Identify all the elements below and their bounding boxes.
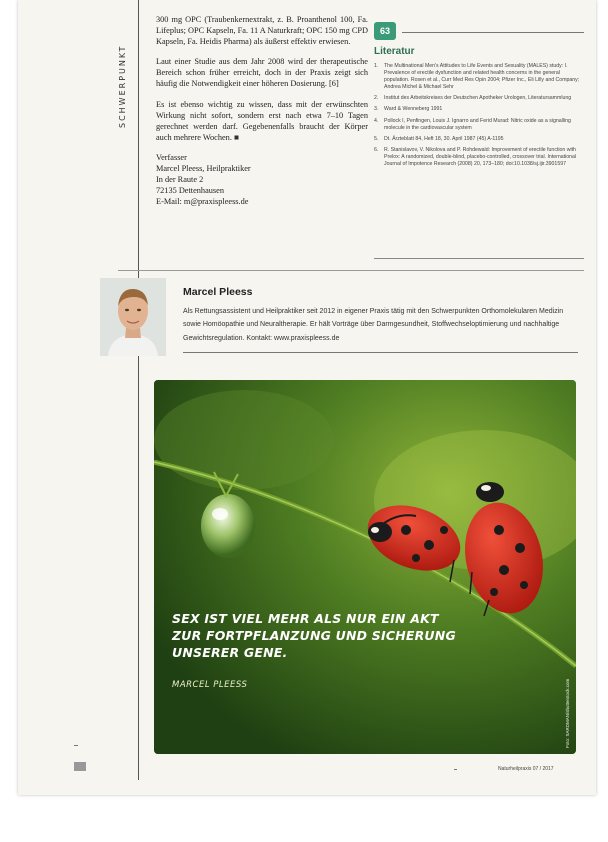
literature-item	[374, 95, 584, 102]
paragraph: Laut einer Studie aus dem Jahr 2008 wird der therapeutische Bereich schon früher erreicht, doch in der Praxis zeigt sich häufig die Notwendigkeit einer höheren Dosierung. [6]	[156, 57, 368, 89]
article-text-column	[156, 14, 368, 207]
literature-num: 1.	[374, 63, 379, 69]
section-divider	[118, 270, 584, 271]
photo-credit: Foto: SARDMAN/shutterstock.com	[565, 678, 570, 748]
paragraph	[156, 99, 368, 143]
paragraph-text: Es ist ebenso wichtig zu wissen, dass mit der erwünschten Wirkung nicht sofort, sondern erst nach etwa 7–10 Tagen gerechnet werden darf. Gegebenenfalls braucht der Körper auch mehrere Wochen.	[156, 99, 368, 142]
literature-text: Ward & Wenneberg 1991	[384, 106, 443, 113]
end-mark-icon: ■	[233, 132, 239, 142]
literature-item	[374, 63, 584, 91]
author-email[interactable]: E-Mail: m@praxispleess.de	[156, 196, 249, 206]
literature-list	[374, 63, 584, 168]
literature-text: R. Stanislavov, V. Nikolova and P. Rohdewald: Improvement of erectile function with Prelox: A randomized, double-blind, placebo-controlled, crossover trial. International Journal of Impotence Research (2008) 20, 173–180; doi:10.1038/sj.ijir.3901597	[384, 146, 577, 168]
author-line: 72135 Dettenhausen	[156, 185, 224, 195]
literature-icon: 63	[374, 22, 396, 40]
literature-text: The Multinational Men's Attitudes to Life Events and Sexuality (MALES) study: I. Prevalence of erectile dysfunction and related health concerns in the general population. Rosen et al., Curr Med Res Opin 2004; Pfizer Inc., Eli Lilly and Company; Andrea Michel & Michael Sehr	[384, 63, 580, 91]
bio-name: Marcel Pleess	[183, 286, 253, 298]
footer-journal: Naturheilpraxis 07 / 2017	[498, 766, 554, 772]
quote-image	[154, 380, 576, 754]
author-block	[156, 152, 368, 207]
literature-num: 6.	[374, 146, 379, 153]
footer-mark	[454, 769, 457, 770]
bio-rule	[183, 352, 578, 353]
literature-num: 2.	[374, 95, 379, 102]
literature-num: 4.	[374, 117, 379, 124]
page-number-box	[74, 762, 86, 771]
section-label: SCHWERPUNKT	[118, 44, 127, 128]
literature-num: 3.	[374, 106, 379, 113]
author-photo	[100, 278, 166, 356]
literature-num: 5.	[374, 135, 379, 142]
author-line: In der Raute 2	[156, 174, 204, 184]
literature-text: Pollock I, Penfingen, Louis J. Ignarro and Ferid Murad: Nitric oxide as a signalling molecule in the cardiovascular system	[384, 117, 571, 131]
literature-text: Institut des Arbeitskreises der Deutschen Apotheker Urologen, Literatursammlung	[384, 95, 572, 102]
quote-author: MARCEL PLEESS	[172, 680, 248, 690]
bio-text: Als Rettungsassistent und Heilpraktiker seit 2012 in eigener Praxis tätig mit den Schwerpunkten Orthomolekularen Medizin sowie Homöopathie und Neuraltherapie. Er hält Vorträge über Darmgesundheit, Stoffwechseloptimierung und nachhaltige Gewichtsregulation. Kontakt: www.praxispleess.de	[183, 308, 564, 342]
literature-item	[374, 118, 584, 132]
literature-bottom-rule	[374, 258, 584, 259]
author-label: Verfasser	[156, 152, 187, 162]
author-line: Marcel Pleess, Heilpraktiker	[156, 163, 251, 173]
literature-text: Dt. Ärzteblatt 84, Heft 18, 30. April 1987 (45) A-1195	[384, 135, 504, 142]
literature-item	[374, 106, 584, 113]
literature-column	[374, 22, 584, 172]
vertical-divider	[138, 0, 139, 780]
literature-item	[374, 147, 584, 168]
quote-text: SEX IST VIEL MEHR ALS NUR EIN AKT ZUR FORTPFLANZUNG UND SICHERUNG UNSERER GENE.	[172, 611, 456, 660]
ladybug-photo	[154, 380, 576, 754]
literature-item	[374, 136, 584, 143]
paragraph: 300 mg OPC (Traubenkernextrakt, z. B. Proanthenol 100, Fa. Lifeplus; OPC Kapseln, Fa. 11 A Naturkraft; OPC 150 mg CPD Kapseln, Fa. Heidis Pharma) als äußerst effektiv erwiesen.	[156, 15, 368, 47]
literature-title: Literatur	[374, 46, 415, 57]
magazine-page	[18, 0, 596, 795]
literature-rule	[402, 32, 584, 33]
margin-mark	[74, 745, 78, 746]
